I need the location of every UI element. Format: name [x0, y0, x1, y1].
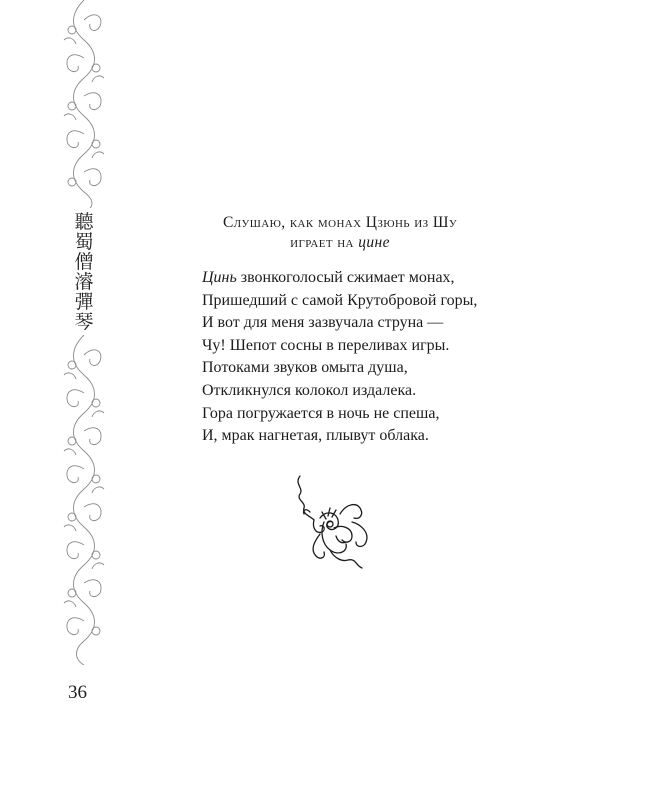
poem-line: И, мрак нагнетая, плывут облака.: [202, 427, 429, 445]
poem-title: [190, 213, 490, 253]
floral-border-bottom-icon: [60, 335, 108, 665]
poem-line-text: звонкоголосый сжимает монах,: [236, 269, 455, 286]
floral-border-top-icon: [60, 0, 108, 208]
poem-line: Откликнулся колокол издалека.: [202, 381, 417, 399]
poem-line: Пришедший с самой Крутобровой горы,: [202, 291, 478, 309]
floral-vignette-icon: [290, 472, 372, 572]
poem-line: [202, 267, 522, 290]
poem-line: Чу! Шепот сосны в переливах игры.: [202, 336, 450, 354]
chinese-char: 聽: [74, 211, 94, 233]
chinese-char: 琴: [74, 311, 94, 333]
chinese-char: 蜀: [74, 231, 94, 253]
chinese-char: 彈: [74, 291, 94, 313]
poem-line: Потоками звуков омыта душа,: [202, 359, 408, 377]
poem-line: Гора погружается в ночь не спеша,: [202, 404, 440, 422]
chinese-char: 濬: [74, 271, 94, 293]
chinese-char: 僧: [74, 251, 94, 273]
poem-line: И вот для меня зазвучала струна —: [202, 314, 444, 332]
poem-title-prefix: играет на: [290, 234, 359, 251]
poem-italic-word: Цинь: [202, 269, 237, 286]
vertical-chinese-title: [62, 212, 106, 332]
poem-title-line-1: Слушаю, как монах Цзюнь из Шу: [222, 214, 458, 231]
poem-body: [202, 267, 522, 448]
poem-title-line-2: [190, 233, 490, 253]
page-number: 36: [68, 682, 87, 703]
poem-title-italic-word: цине: [358, 234, 390, 251]
